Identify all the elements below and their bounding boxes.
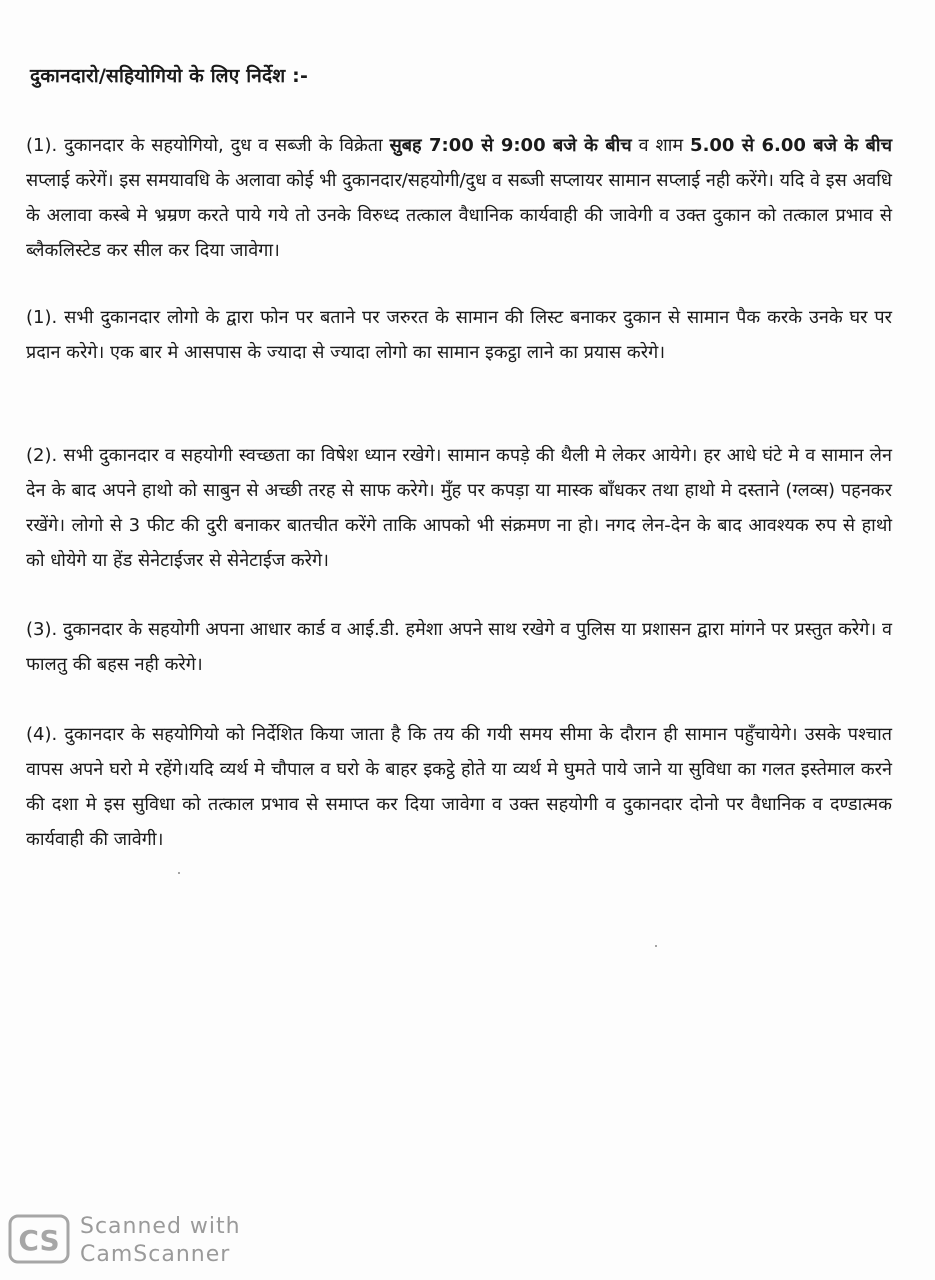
paragraph-time-limit: (4). दुकानदार के सहयोगियो को निर्देशित किया जाता है कि तय की गयी समय सीमा के दौरान ही सामान पहुँचायेगे। उसके पश्चात वापस अपने घरो मे रहेंगे।यदि व्यर्थ मे चौपाल व घरो के बाहर इकट्ठे होते या व्यर्थ मे घुमते पाये जाने या सुविधा का गलत इस्तेमाल करने की दशा मे इस सुविधा को तत्काल प्रभाव से समाप्त कर दिया जावेगा व उक्त सहयोगी व दुकानदार दोनो पर वैधानिक व दण्डात्मक कार्यवाही की जावेगी। bbox=[26, 724, 892, 850]
document-heading: दुकानदारो/सहियोगियो के लिए निर्देश :- bbox=[30, 65, 309, 87]
morning-time-bold: सुबह 7:00 से 9:00 बजे के बीच bbox=[389, 135, 632, 156]
watermark-line-1: Scanned with bbox=[80, 1214, 241, 1239]
paragraph-supply-timing bbox=[26, 128, 892, 268]
paragraph-home-delivery: (1). सभी दुकानदार लोगो के द्वारा फोन पर बताने पर जरुरत के सामान की लिस्ट बनाकर दुकान से सामान पैक करके उनके घर पर प्रदान करेगे। एक बार मे आसपास के ज्यादा से ज्यादा लोगो का सामान इकट्ठा लाने का प्रयास करेगे। bbox=[26, 307, 892, 363]
camscanner-watermark bbox=[8, 1212, 268, 1272]
paragraph-text: व शाम bbox=[631, 135, 691, 156]
camscanner-logo bbox=[8, 1214, 70, 1264]
paragraph-text: (1). दुकानदार के सहयोगियो, दुध व सब्जी के विक्रेता bbox=[26, 135, 390, 156]
evening-time-bold: 5.00 से 6.00 बजे के बीच bbox=[690, 135, 893, 156]
paragraph-identity-card: (3). दुकानदार के सहयोगी अपना आधार कार्ड व आई.डी. हमेशा अपने साथ रखेगे व पुलिस या प्रशासन द्वारा मांगने पर प्रस्तुत करेगे। व फालतु की बहस नही करेगे। bbox=[26, 619, 892, 675]
watermark-line-2: CamScanner bbox=[80, 1242, 231, 1267]
paragraph-hygiene: (2). सभी दुकानदार व सहयोगी स्वच्छता का विषेश ध्यान रखेगे। सामान कपड़े की थैली मे लेकर आयेगे। हर आधे घंटे मे व सामान लेन देन के बाद अपने हाथो को साबुन से अच्छी तरह से साफ करेगे। मुँह पर कपड़ा या मास्क बाँधकर तथा हाथो मे दस्ताने (ग्लव्स) पहनकर रखेंगे। लोगो से 3 फीट की दुरी बनाकर बातचीत करेंगे ताकि आपको भी संक्रमण ना हो। नगद लेन-देन के बाद आवश्यक रुप से हाथो को धोयेगे या हेंड सेनेटाईजर से सेनेटाईज करेगे। bbox=[26, 445, 892, 571]
scan-speck bbox=[178, 872, 180, 874]
camscanner-logo-text: CS bbox=[18, 1224, 60, 1257]
paragraph-text: सप्लाई करेगें। इस समयावधि के अलावा कोई भी दुकानदार/सहयोगी/दुध व सब्जी सप्लायर सामान सप्लाई नही करेंगे। यदि वे इस अवधि के अलावा कस्बे मे भ्रम्रण करते पाये गये तो उनके विरुध्द तत्काल वैधानिक कार्यवाही की जावेगी व उक्त दुकान को तत्काल प्रभाव से ब्लैकलिस्टेड कर सील कर दिया जावेगा। bbox=[26, 170, 892, 261]
scan-speck bbox=[655, 945, 657, 947]
